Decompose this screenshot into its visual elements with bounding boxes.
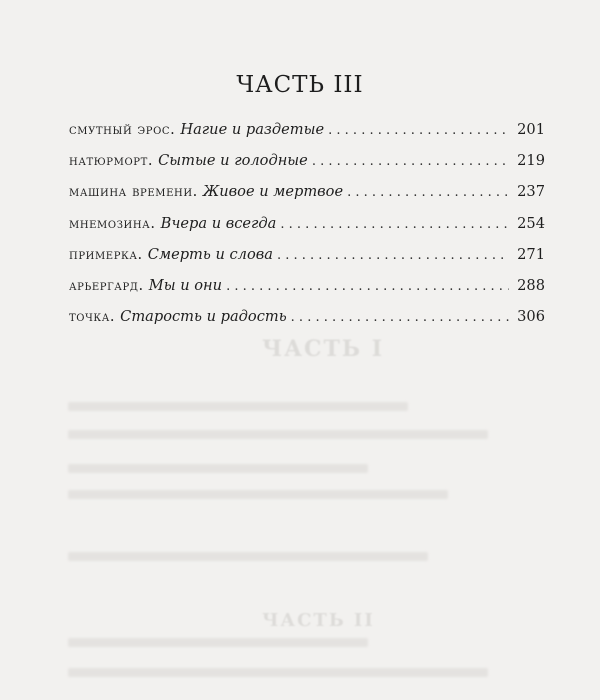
dot-leader: [226, 277, 509, 297]
chapter-subtitle: Вчера и всегда: [160, 214, 277, 232]
page-number: 306: [517, 308, 545, 326]
toc-entry: [69, 182, 545, 213]
toc-entry: [69, 214, 545, 245]
page-number: 254: [517, 214, 545, 232]
dot-leader: [347, 183, 509, 203]
page-number: 219: [517, 152, 545, 170]
table-of-contents: [69, 120, 545, 338]
dot-leader: [277, 246, 509, 266]
toc-entry: [69, 307, 545, 338]
chapter-subtitle: Нагие и раздетые: [180, 121, 325, 138]
toc-entry: [69, 120, 545, 151]
chapter-subtitle: Живое и мертвое: [202, 183, 344, 201]
dot-leader: [280, 215, 509, 235]
chapter-heading: примерка.: [69, 245, 143, 263]
dot-leader: [291, 308, 509, 328]
chapter-subtitle: Сытые и голодные: [158, 152, 308, 170]
show-through-background: ЧАСТЬ I ЧАСТЬ II: [0, 0, 600, 700]
dot-leader: [312, 152, 509, 172]
page-number: 271: [517, 245, 545, 263]
chapter-heading: смутный эрос.: [69, 121, 176, 138]
chapter-subtitle: Старость и радость: [120, 308, 287, 326]
toc-entry: [69, 151, 545, 182]
toc-entry: [69, 245, 545, 276]
chapter-heading: натюрморт.: [69, 152, 154, 170]
chapter-heading: машина времени.: [69, 183, 198, 201]
dot-leader: [328, 121, 509, 141]
page-number: 201: [517, 121, 545, 138]
part-title: ЧАСТЬ III: [236, 72, 364, 98]
chapter-heading: мнемозина.: [69, 214, 156, 232]
chapter-subtitle: Смерть и слова: [147, 245, 273, 263]
page-number: 237: [517, 183, 545, 201]
chapter-heading: арьергард.: [69, 276, 144, 294]
page-number: 288: [517, 276, 545, 294]
chapter-heading: точка.: [69, 308, 116, 326]
toc-entry: [69, 276, 545, 307]
chapter-subtitle: Мы и они: [148, 276, 223, 294]
